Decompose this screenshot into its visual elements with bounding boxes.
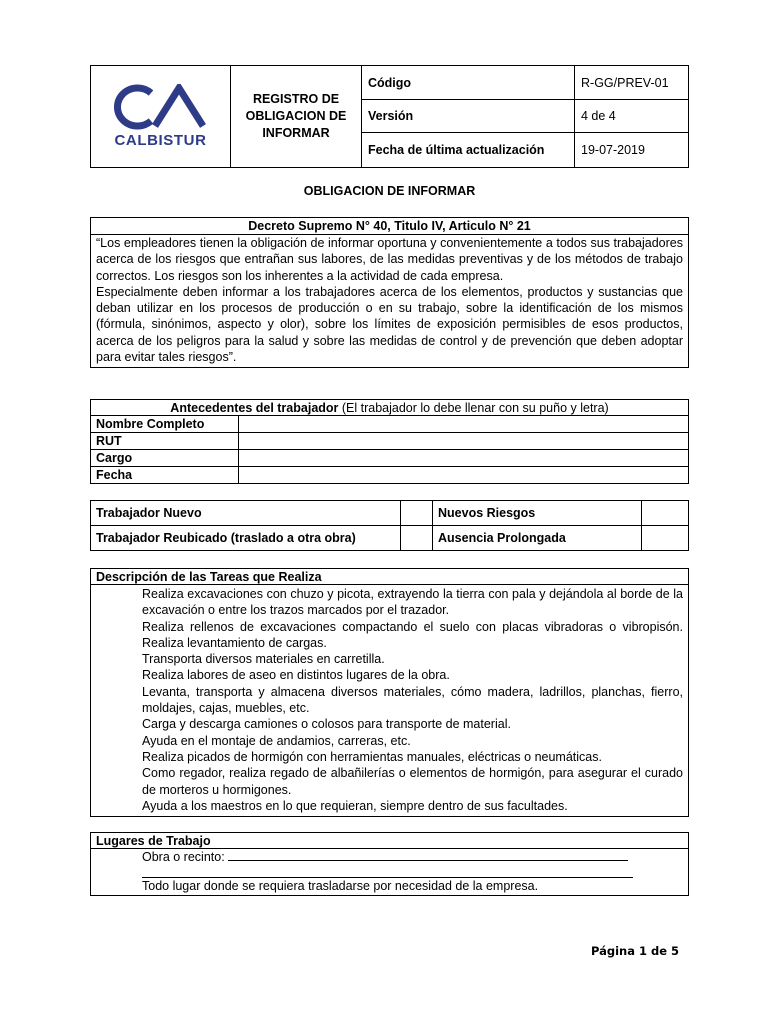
trabajador-reubicado-label: Trabajador Reubicado (traslado a otra obra) bbox=[91, 526, 401, 551]
todo-lugar-text: Todo lugar donde se requiera trasladarse por necesidad de la empresa. bbox=[142, 878, 539, 893]
tarea-text: Ayuda en el montaje de andamios, carreras, etc. bbox=[142, 733, 411, 748]
obra-recinto-field[interactable] bbox=[228, 849, 628, 861]
decreto-paragraph-1: “Los empleadores tienen la obligación de informar oportuna y convenientemente a todos sus trabajadores acerca de los riesgos que entrañan sus labores, de las medidas preventivas y de los métodos de trabajo correctos. Los riesgos son los inherentes a la actividad de cada empresa. bbox=[96, 236, 683, 283]
checkbox-bullet-icon bbox=[96, 619, 142, 652]
nuevos-riesgos-label: Nuevos Riesgos bbox=[433, 501, 642, 526]
cargo-label: Cargo bbox=[91, 450, 239, 467]
tarea-text: Realiza labores de aseo en distintos lugares de la obra. bbox=[142, 668, 450, 683]
decreto-body bbox=[91, 235, 689, 368]
checkbox-bullet-icon bbox=[96, 849, 142, 866]
tarea-text: Levanta, transporta y almacena diversos materiales, cómo madera, ladrillos, planchas, fierro, moldajes, cajas, muebles, etc. bbox=[142, 684, 683, 716]
list-item bbox=[96, 684, 683, 717]
checkbox-bullet-icon bbox=[96, 798, 142, 814]
tareas-list bbox=[96, 585, 683, 816]
fecha-field[interactable] bbox=[239, 467, 689, 484]
lugares-list bbox=[96, 849, 683, 895]
checkbox-bullet-icon bbox=[96, 878, 142, 895]
rut-label: RUT bbox=[91, 433, 239, 450]
obra-recinto-line bbox=[142, 849, 628, 866]
version-value: 4 de 4 bbox=[575, 100, 689, 133]
lugares-table bbox=[90, 832, 689, 896]
checkbox-bullet-icon bbox=[96, 684, 142, 717]
tareas-heading: Descripción de las Tareas que Realiza bbox=[91, 569, 689, 585]
list-item bbox=[96, 716, 683, 732]
tarea-text: Transporta diversos materiales en carretilla. bbox=[142, 652, 385, 667]
tarea-text: Realiza rellenos de excavaciones compactando el suelo con placas vibradoras o vibropisón. Realiza levantamiento de cargas. bbox=[142, 619, 683, 650]
antecedentes-heading-note: (El trabajador lo debe llenar con su puño y letra) bbox=[338, 400, 609, 415]
antecedentes-table bbox=[90, 399, 689, 484]
document-header bbox=[90, 65, 689, 168]
logo-text: CALBISTUR bbox=[114, 132, 207, 149]
rut-field[interactable] bbox=[239, 433, 689, 450]
obra-recinto-continuation-line[interactable] bbox=[142, 866, 633, 878]
tarea-text: Como regador, realiza regado de albañilerías o elementos de hormigón, para asegurar el curado de morteros u hormigones. bbox=[142, 766, 683, 797]
nombre-completo-field[interactable] bbox=[239, 416, 689, 433]
cargo-field[interactable] bbox=[239, 450, 689, 467]
tareas-body bbox=[91, 585, 689, 817]
document-title: REGISTRO DE OBLIGACION DE INFORMAR bbox=[231, 66, 362, 168]
list-item bbox=[96, 866, 683, 878]
list-item bbox=[96, 651, 683, 667]
checkbox-bullet-icon bbox=[96, 586, 142, 619]
trabajador-reubicado-checkbox[interactable] bbox=[401, 526, 433, 551]
decreto-heading: Decreto Supremo N° 40, Titulo IV, Articulo N° 21 bbox=[91, 218, 689, 235]
list-item bbox=[96, 733, 683, 749]
obra-recinto-label: Obra o recinto: bbox=[142, 850, 229, 864]
trabajador-nuevo-label: Trabajador Nuevo bbox=[91, 501, 401, 526]
list-item bbox=[96, 878, 683, 895]
tarea-text: Carga y descarga camiones o colosos para transporte de material. bbox=[142, 717, 511, 732]
tarea-text: Realiza picados de hormigón con herramientas manuales, eléctricas o neumáticas. bbox=[142, 749, 602, 764]
nuevos-riesgos-checkbox[interactable] bbox=[642, 501, 689, 526]
list-item bbox=[96, 667, 683, 683]
ausencia-prolongada-checkbox[interactable] bbox=[642, 526, 689, 551]
codigo-value: R-GG/PREV-01 bbox=[575, 66, 689, 100]
tareas-table bbox=[90, 568, 689, 817]
version-label: Versión bbox=[362, 100, 575, 133]
nombre-completo-label: Nombre Completo bbox=[91, 416, 239, 433]
lugares-heading: Lugares de Trabajo bbox=[91, 833, 689, 849]
antecedentes-heading-bold: Antecedentes del trabajador bbox=[170, 400, 339, 415]
codigo-label: Código bbox=[362, 66, 575, 100]
checkbox-bullet-icon bbox=[96, 667, 142, 683]
list-item bbox=[96, 765, 683, 798]
list-item bbox=[96, 798, 683, 814]
lugares-body bbox=[91, 849, 689, 896]
fecha-actualizacion-value: 19-07-2019 bbox=[575, 133, 689, 168]
fecha-actualizacion-label: Fecha de última actualización bbox=[362, 133, 575, 168]
checkbox-bullet-icon bbox=[96, 765, 142, 798]
list-item bbox=[96, 849, 683, 866]
main-title: OBLIGACION DE INFORMAR bbox=[303, 184, 476, 198]
checkbox-bullet-icon bbox=[96, 716, 142, 732]
tarea-text: Ayuda a los maestros en lo que requieran, siempre dentro de sus facultades. bbox=[142, 798, 568, 813]
logo-cell bbox=[91, 66, 231, 168]
list-item bbox=[96, 586, 683, 619]
tarea-text: Realiza excavaciones con chuzo y picota, extrayendo la tierra con pala y dejándola al borde de la excavación o entre los trazos marcados por el trazador. bbox=[142, 587, 683, 618]
company-logo bbox=[91, 84, 230, 149]
trabajador-nuevo-checkbox[interactable] bbox=[401, 501, 433, 526]
checkbox-bullet-icon bbox=[96, 651, 142, 667]
ausencia-prolongada-label: Ausencia Prolongada bbox=[433, 526, 642, 551]
fecha-label: Fecha bbox=[91, 467, 239, 484]
worker-status-table bbox=[90, 500, 689, 551]
checkbox-bullet-icon bbox=[96, 749, 142, 765]
list-item bbox=[96, 749, 683, 765]
ca-logo-icon bbox=[109, 84, 213, 130]
page-number: Página 1 de 5 bbox=[590, 944, 679, 958]
decreto-box bbox=[90, 217, 689, 368]
list-item bbox=[96, 619, 683, 652]
antecedentes-heading bbox=[91, 400, 689, 416]
decreto-paragraph-2: Especialmente deben informar a los trabajadores acerca de los elementos, productos y sustancias que deban utilizar en los procesos de producción o en su trabajo, sobre la identificación de los mismos (fórmula, sinónimos, aspecto y olor), sobre los límites de exposición permisibles de esos productos, acerca de los peligros para la salud y sobre las medidas de control y de prevención que deben adoptar para evitar tales riesgos”. bbox=[96, 284, 683, 365]
checkbox-bullet-icon bbox=[96, 733, 142, 749]
